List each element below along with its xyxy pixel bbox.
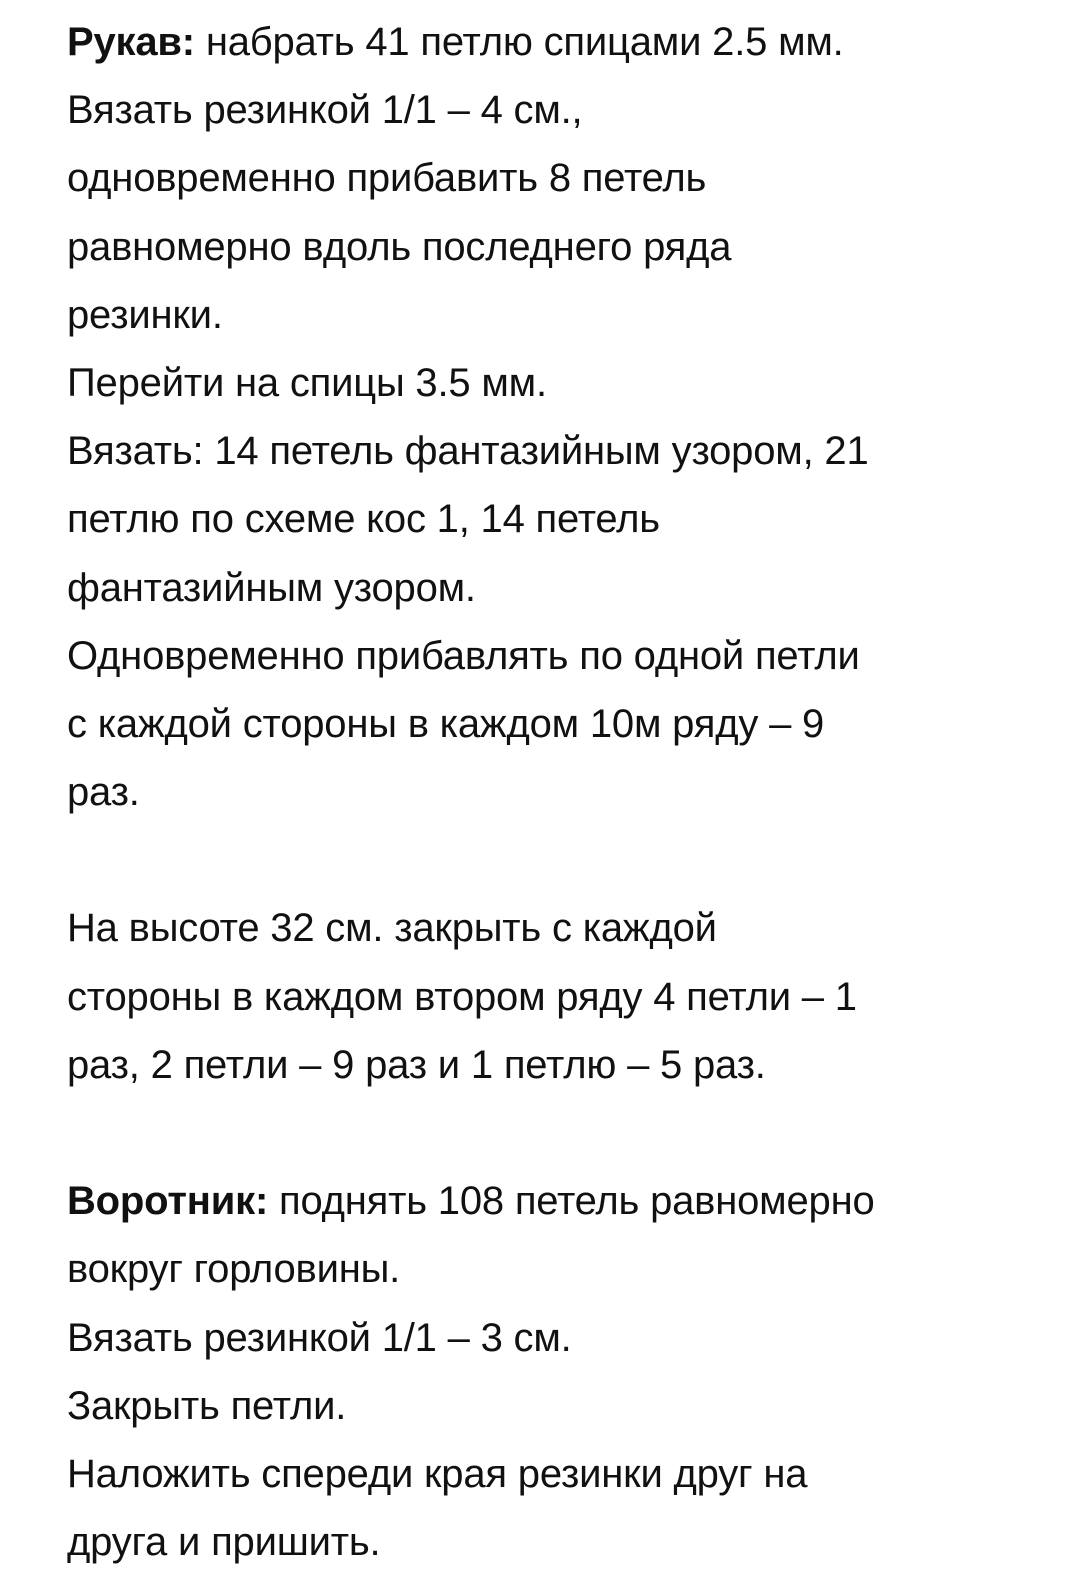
paragraph-line: равномерно вдоль последнего ряда [67,224,732,269]
paragraph-line: вокруг горловины. [67,1247,401,1292]
paragraph-line: петлю по схеме кос 1, 14 петель [67,497,660,542]
paragraph-line: Наложить спереди края резинки друг на [67,1451,808,1496]
sleeve-text: набрать 41 петлю спицами 2.5 мм. [194,20,844,64]
knitting-instructions [67,8,1057,1576]
collar-section [67,1167,1057,1576]
sleeve-section [67,8,1057,826]
paragraph-gap [67,1099,1057,1167]
paragraph-line: На высоте 32 см. закрыть с каждой [67,906,717,951]
paragraph-line: резинки. [67,292,223,337]
paragraph-line: Вязать резинкой 1/1 – 3 см. [67,1315,572,1360]
paragraph-line: с каждой стороны в каждом 10м ряду – 9 [67,701,825,746]
paragraph-line: Закрыть петли. [67,1383,347,1428]
paragraph-line: Одновременно прибавлять по одной петли [67,633,860,678]
collar-line [67,1167,1057,1235]
paragraph-line: одновременно прибавить 8 петель [67,156,707,201]
paragraph-line: раз. [67,770,140,815]
paragraph-line: фантазийным узором. [67,565,476,610]
paragraph-line: друга и пришить. [67,1520,381,1565]
collar-text: поднять 108 петель равномерно [268,1179,875,1224]
sleeve-line [67,8,1057,76]
paragraph-line: стороны в каждом втором ряду 4 петли – 1 [67,974,857,1019]
shaping-section [67,894,1057,1099]
paragraph-gap [67,826,1057,894]
paragraph-line: Перейти на спицы 3.5 мм. [67,360,547,405]
paragraph-line: раз, 2 петли – 9 раз и 1 петлю – 5 раз. [67,1042,766,1087]
collar-label: Воротник: [67,1179,269,1224]
paragraph-line: Вязать резинкой 1/1 – 4 см., [67,88,583,133]
sleeve-label: Рукав: [67,20,195,64]
paragraph-line: Вязать: 14 петель фантазийным узором, 21 [67,429,869,474]
